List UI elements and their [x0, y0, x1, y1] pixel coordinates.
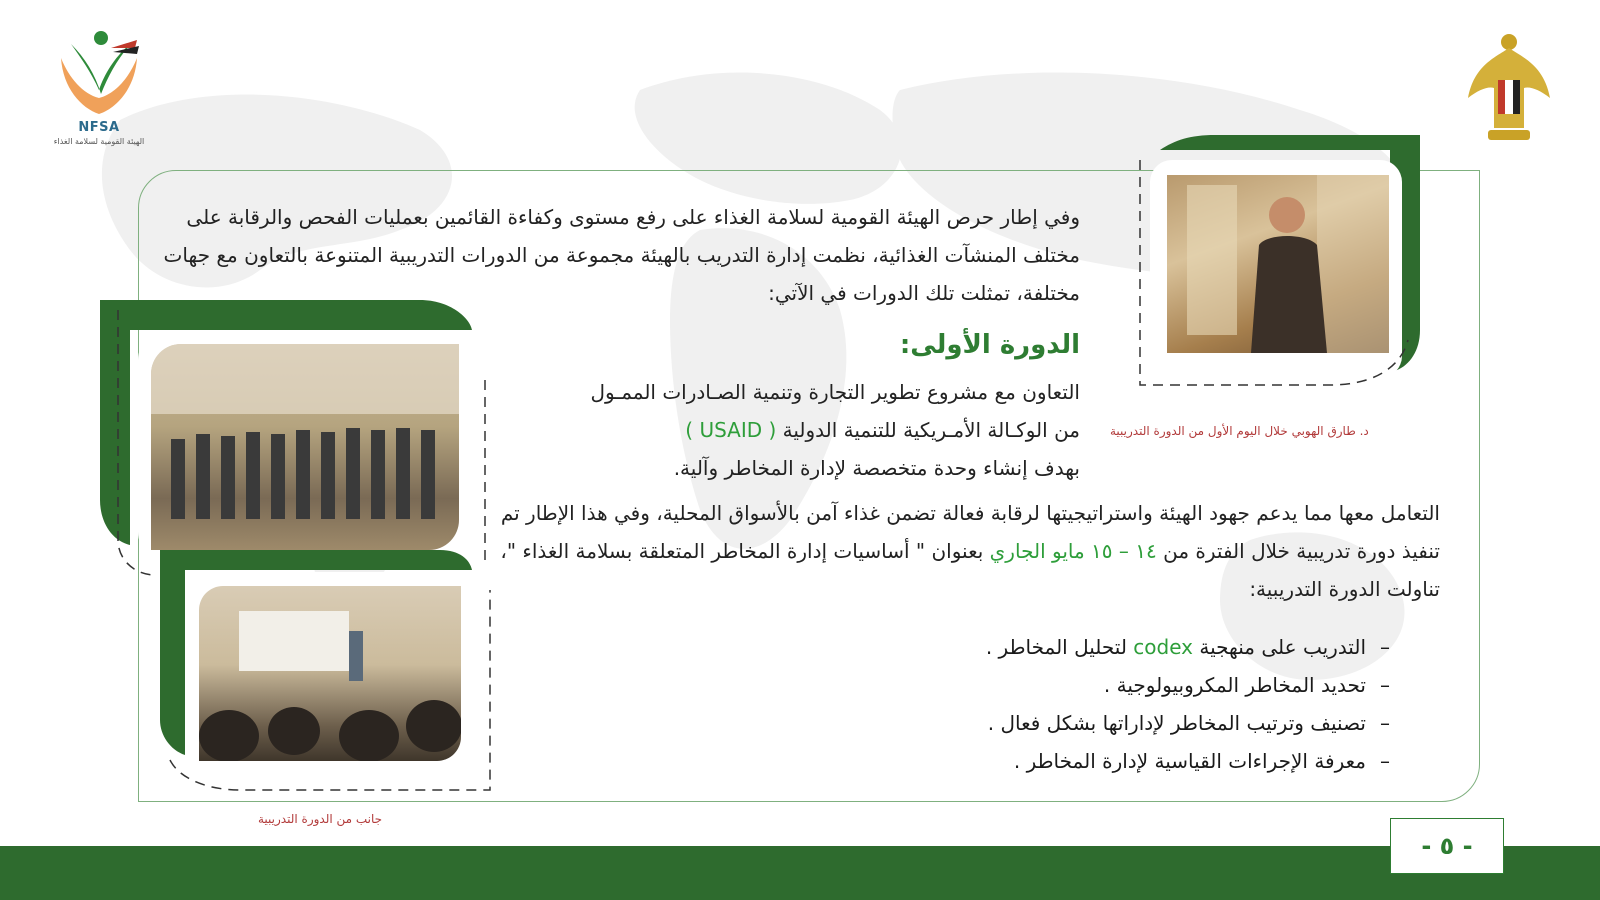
speaker-photo-caption: د. طارق الهوبي خلال اليوم الأول من الدورة التدريبية — [1110, 424, 1369, 438]
group-photo — [151, 344, 459, 550]
nfsa-full-name: الهيئة القومية لسلامة الغذاء — [53, 137, 145, 146]
training-session-photo — [199, 586, 461, 761]
nfsa-abbreviation: NFSA — [78, 120, 120, 135]
course-line-1: التعاون مع مشروع تطوير التجارة وتنمية الصـادرات الممـول — [590, 380, 1080, 404]
list-item: –تصنيف وترتيب المخاطر لإداراتها بشكل فعال . — [987, 711, 1390, 735]
codex-label: codex — [1133, 635, 1194, 659]
course-heading: الدورة الأولى: — [899, 330, 1080, 360]
course-line-3: بهدف إنشاء وحدة متخصصة لإدارة المخاطر وآلية. — [673, 456, 1080, 480]
course-details-paragraph: التعامل معها مما يدعم جهود الهيئة واستراتيجيتها لرقابة فعالة تضمن غذاء آمن بالأسواق المحلية، وفي هذا الإطار تم تنفيذ دورة تدريبية خلال الفترة من ١٤ – ١٥ مايو الجاري بعنوان " أساسيات إدارة المخاطر المتعلقة بسلامة الغذاء "، تناولت الدورة التدريبية: — [500, 501, 1440, 601]
list-item: –تحديد المخاطر المكروبيولوجية . — [1103, 673, 1390, 697]
page-number: - ٥ - — [1390, 818, 1504, 874]
list-item: –التدريب على منهجية codex لتحليل المخاطر . — [985, 635, 1390, 659]
course-topics-list — [790, 628, 1390, 780]
intro-paragraph: وفي إطار حرص الهيئة القومية لسلامة الغذاء على رفع مستوى وكفاءة القائمين بعمليات الفحص والرقابة على مختلف المنشآت الغذائية، نظمت إدارة التدريب بالهيئة مجموعة من الدورات التدريبية المتنوعة بالتعاون مع جهات مختلفة، تمثلت تلك الدورات في الآتي: — [163, 205, 1080, 305]
course-description — [480, 373, 1080, 487]
usaid-label: ( USAID ) — [685, 418, 777, 442]
course-line-2: من الوكـالة الأمـريكية للتنمية الدولية ( USAID ) — [685, 418, 1080, 442]
session-photo-caption: جانب من الدورة التدريبية — [258, 812, 383, 826]
list-item: –معرفة الإجراءات القياسية لإدارة المخاطر . — [1013, 749, 1390, 773]
footer-bar — [0, 846, 1600, 900]
course-dates: ١٤ – ١٥ مايو الجاري — [989, 539, 1157, 563]
speaker-photo — [1167, 175, 1389, 353]
